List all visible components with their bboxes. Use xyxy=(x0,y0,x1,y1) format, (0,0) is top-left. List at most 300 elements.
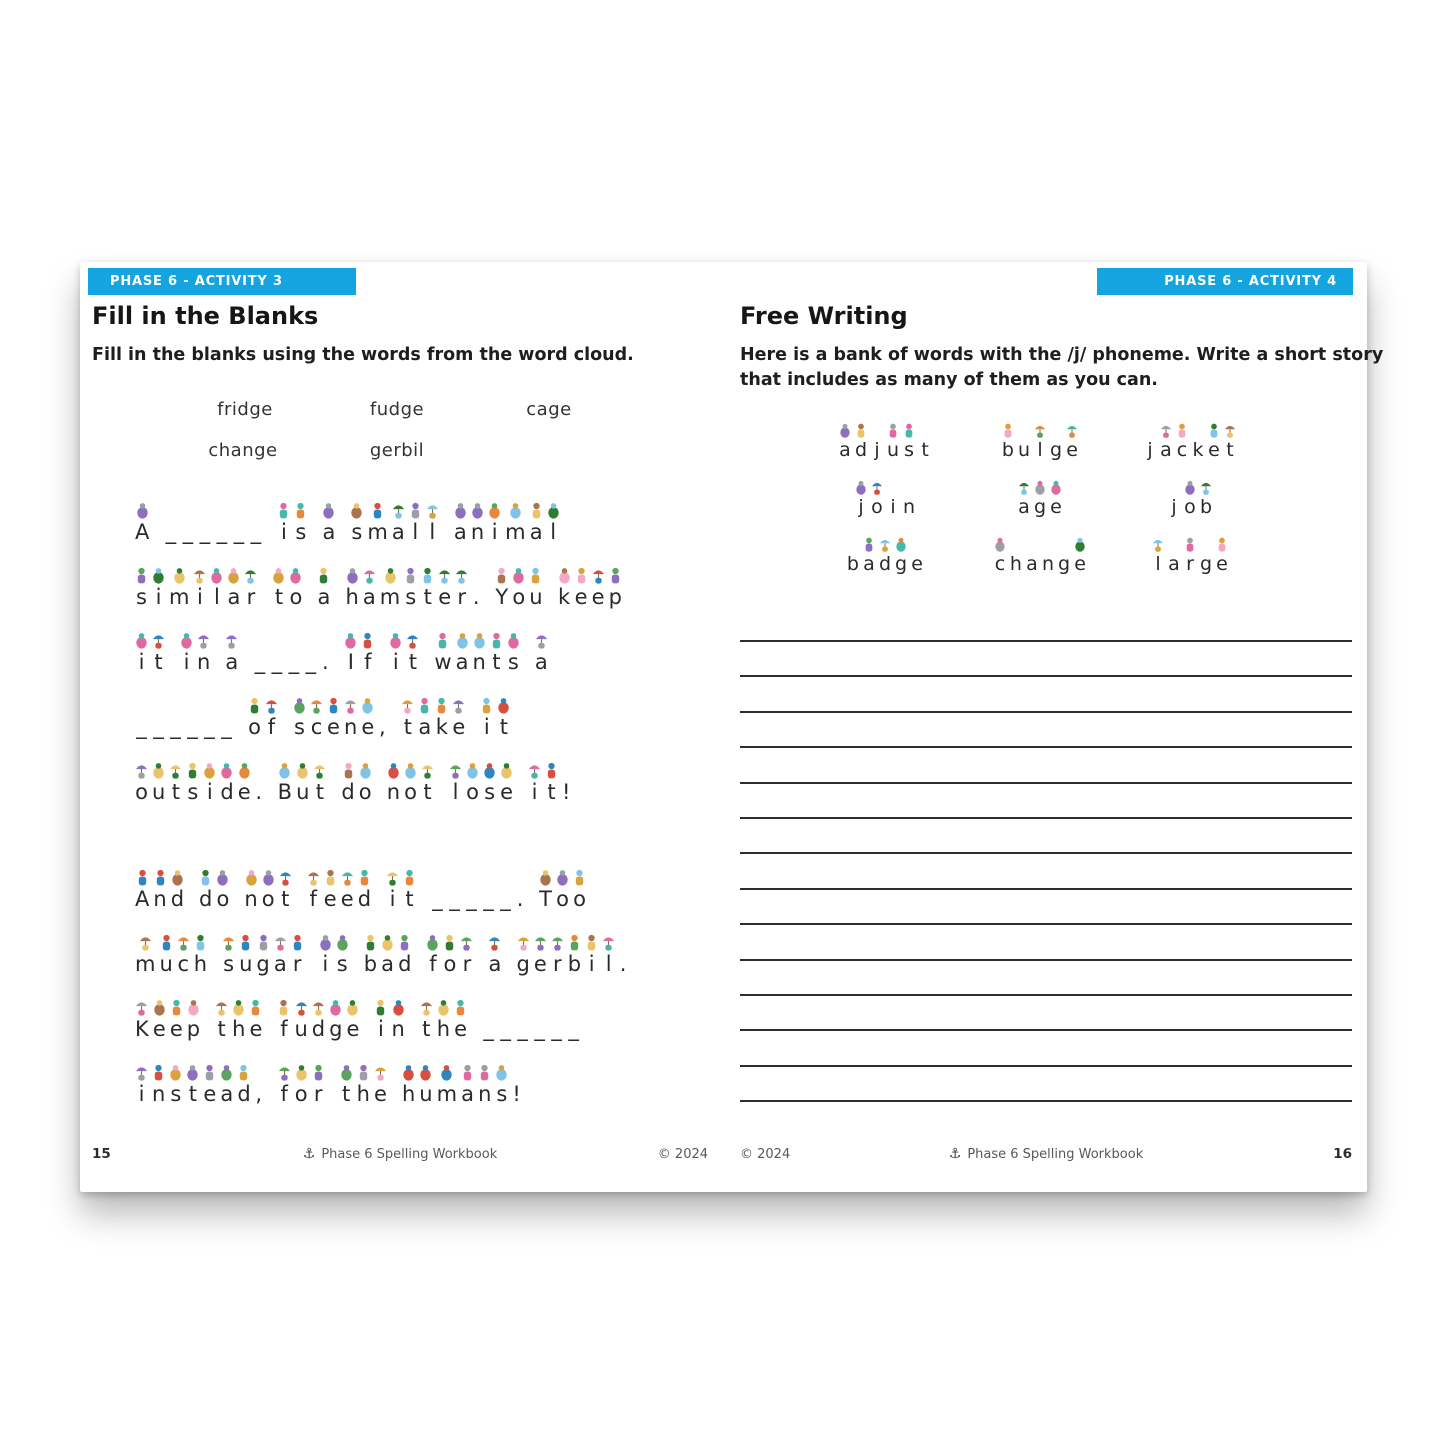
phonics-icon-slot xyxy=(384,564,397,584)
phonics-letter: p xyxy=(608,585,622,609)
phonics-letter: g xyxy=(1050,439,1063,461)
phonics-icon-slot xyxy=(194,931,207,951)
phonics-letter: e xyxy=(500,780,513,804)
phonics-icon-slot xyxy=(426,931,439,951)
phonics-character-icon xyxy=(478,1064,491,1081)
phonics-letter: . xyxy=(472,585,480,609)
phonics-character-icon xyxy=(245,869,258,886)
phonics-letter: k xyxy=(435,715,448,739)
blank-underscore: _ xyxy=(568,1017,579,1041)
phonics-letter: r xyxy=(457,585,467,609)
phonics-letter: t xyxy=(921,439,929,461)
anchor-icon: ⚓ xyxy=(302,1146,316,1162)
phonics-icon-slot xyxy=(359,759,372,779)
phonics-letter: c xyxy=(994,553,1006,575)
story-line xyxy=(135,497,622,545)
blank-underscore: _ xyxy=(483,887,494,911)
phonics-letter: e xyxy=(574,585,588,609)
blank-underscore: _ xyxy=(165,520,177,544)
writing-line xyxy=(740,711,1352,713)
phonics-character-icon xyxy=(136,869,149,886)
anchor-icon: ⚓ xyxy=(948,1146,962,1162)
phonics-character-icon xyxy=(1200,480,1212,495)
blank-underscore: _ xyxy=(199,520,211,544)
phonics-icon-slot xyxy=(418,694,431,714)
phonics-word xyxy=(839,421,931,462)
phonics-icon-slot xyxy=(329,996,342,1016)
phonics-character-icon xyxy=(187,999,200,1016)
phonics-character-icon xyxy=(249,999,262,1016)
right-copyright-label: © 2024 xyxy=(740,1146,791,1162)
phonics-letter: s xyxy=(295,520,307,544)
phonics-character-icon xyxy=(903,423,915,438)
phonics-icon-slot xyxy=(602,931,615,951)
workbook-spread xyxy=(80,262,1384,1192)
phonics-letter: f xyxy=(429,952,437,976)
phonics-character-icon xyxy=(359,762,372,779)
phonics-character-icon xyxy=(471,502,484,519)
phonics-character-icon xyxy=(358,869,371,886)
phonics-letter: g xyxy=(516,952,530,976)
phonics-letter: i xyxy=(483,715,490,739)
phonics-letter: a xyxy=(317,585,331,609)
phonics-icon-slot xyxy=(1074,535,1086,552)
phonics-icon-slot xyxy=(203,759,216,779)
phonics-letter: d xyxy=(170,887,185,911)
phonics-icon-slot xyxy=(374,1061,387,1081)
phonics-icon-slot xyxy=(312,996,325,1016)
word-bank-item xyxy=(1168,475,1212,532)
phonics-icon-slot xyxy=(887,421,899,438)
phonics-character-icon xyxy=(313,762,326,779)
phonics-character-icon xyxy=(456,632,469,649)
phonics-character-icon xyxy=(512,567,525,584)
activity-banner-left-label: PHASE 6 - ACTIVITY 3 xyxy=(110,274,283,289)
phonics-character-icon xyxy=(404,762,417,779)
phonics-icon-slot xyxy=(409,499,422,519)
phonics-icon-slot xyxy=(279,866,292,886)
phonics-letter: a xyxy=(1160,439,1172,461)
phonics-icon-slot xyxy=(180,629,193,649)
phonics-letter: a xyxy=(461,1082,474,1106)
phonics-character-icon xyxy=(152,762,165,779)
workbook-label: Phase 6 Spelling Workbook xyxy=(967,1146,1144,1162)
phonics-icon-slot xyxy=(1066,421,1078,438)
word-cloud xyxy=(92,399,692,494)
phonics-character-icon xyxy=(220,1064,233,1081)
phonics-letter: d xyxy=(878,553,892,575)
phonics-letter: e xyxy=(452,715,466,739)
phonics-letter: u xyxy=(887,439,900,461)
phonics-character-icon xyxy=(455,567,468,584)
phonics-character-icon xyxy=(406,632,419,649)
phonics-icon-slot xyxy=(322,499,335,519)
writing-line xyxy=(740,994,1352,996)
phonics-letter: T xyxy=(539,887,552,911)
phonics-icon-slot xyxy=(336,931,349,951)
phonics-letter: e xyxy=(533,952,547,976)
phonics-icon-slot xyxy=(386,866,399,886)
phonics-letter: g xyxy=(895,553,908,575)
phonics-icon-slot xyxy=(203,1061,216,1081)
phonics-character-icon xyxy=(551,934,564,951)
phonics-letter: m xyxy=(367,520,388,544)
word-bank xyxy=(805,418,1265,589)
phonics-character-icon xyxy=(169,1064,182,1081)
phonics-word xyxy=(277,499,307,545)
phonics-character-icon xyxy=(855,480,867,495)
blank-underscore: _ xyxy=(534,1017,545,1041)
phonics-letter: t xyxy=(342,1082,351,1106)
phonics-icon-slot xyxy=(277,499,290,519)
phonics-word xyxy=(350,499,438,545)
phonics-letter: f xyxy=(280,1082,288,1106)
phonics-letter: h xyxy=(193,952,208,976)
phonics-word xyxy=(434,629,520,675)
phonics-icon-slot xyxy=(135,1061,148,1081)
phonics-icon-slot xyxy=(239,931,252,951)
phonics-letter: t xyxy=(403,715,412,739)
phonics-letter: d xyxy=(398,952,412,976)
phonics-character-icon xyxy=(222,934,235,951)
phonics-character-icon xyxy=(278,762,291,779)
word-bank-item xyxy=(1002,418,1078,475)
phonics-icon-slot xyxy=(307,866,320,886)
phonics-character-icon xyxy=(426,502,439,519)
blank-underscore: _ xyxy=(233,520,245,544)
phonics-icon-slot xyxy=(551,931,564,951)
phonics-character-icon xyxy=(392,999,405,1016)
phonics-word xyxy=(222,931,304,977)
phonics-icon-slot xyxy=(389,629,402,649)
phonics-letter: n xyxy=(391,1017,405,1041)
phonics-character-icon xyxy=(839,423,851,438)
phonics-icon-slot xyxy=(438,564,451,584)
phonics-letter: c xyxy=(310,715,323,739)
phonics-letter: r xyxy=(1186,553,1194,575)
blank-underscore: _ xyxy=(182,520,194,544)
phonics-icon-slot xyxy=(403,866,416,886)
phonics-icon-slot xyxy=(135,996,148,1016)
phonics-character-icon xyxy=(152,632,165,649)
phonics-character-icon xyxy=(296,762,309,779)
activity-banner-right xyxy=(1097,268,1353,295)
phonics-letter: n xyxy=(478,1082,492,1106)
phonics-letter: o xyxy=(443,952,457,976)
writing-line xyxy=(740,888,1352,890)
blank-underscore: _ xyxy=(449,887,460,911)
phonics-letter: m xyxy=(379,585,401,609)
phonics-character-icon xyxy=(517,934,530,951)
phonics-icon-slot xyxy=(1208,421,1220,438)
phonics-icon-slot xyxy=(153,996,166,1016)
phonics-character-icon xyxy=(418,697,431,714)
phonics-character-icon xyxy=(863,537,875,552)
phonics-letter: g xyxy=(1058,553,1071,575)
phonics-letter: t xyxy=(188,1082,197,1106)
phonics-icon-slot xyxy=(139,931,152,951)
phonics-icon-slot xyxy=(855,478,867,495)
phonics-character-icon xyxy=(420,999,433,1016)
phonics-character-icon xyxy=(855,423,867,438)
phonics-letter: b xyxy=(1199,496,1213,518)
blank-underscore: _ xyxy=(221,715,232,739)
phonics-letter: e xyxy=(327,715,340,739)
phonics-letter: t xyxy=(154,650,163,674)
phonics-letter: i xyxy=(389,887,396,911)
phonics-word xyxy=(135,564,257,610)
phonics-character-icon xyxy=(1066,423,1078,438)
phonics-letter: a xyxy=(227,585,241,609)
phonics-character-icon xyxy=(225,632,238,649)
phonics-letter: e xyxy=(249,1017,263,1041)
blank-underscore: _ xyxy=(288,650,300,674)
phonics-letter: l xyxy=(429,520,436,544)
phonics-word xyxy=(364,931,412,977)
phonics-character-icon xyxy=(171,869,184,886)
phonics-character-icon xyxy=(568,934,581,951)
phonics-word xyxy=(135,866,184,912)
phonics-letter: f xyxy=(280,1017,288,1041)
phonics-icon-slot xyxy=(135,564,148,584)
phonics-character-icon xyxy=(210,567,223,584)
phonics-icon-slot xyxy=(419,1061,432,1081)
phonics-letter: s xyxy=(187,780,199,804)
phonics-letter: i xyxy=(378,1017,384,1041)
writing-line xyxy=(740,675,1352,677)
phonics-icon-slot xyxy=(312,1061,325,1081)
phonics-character-icon xyxy=(294,502,307,519)
phonics-letter: n xyxy=(386,780,401,804)
phonics-letter: g xyxy=(329,1017,343,1041)
phonics-icon-slot xyxy=(244,564,257,584)
phonics-icon-slot xyxy=(1152,535,1164,552)
phonics-character-icon xyxy=(346,567,359,584)
phonics-character-icon xyxy=(529,567,542,584)
phonics-letter: e xyxy=(1074,553,1086,575)
phonics-character-icon xyxy=(322,502,335,519)
phonics-word xyxy=(1168,478,1212,519)
phonics-character-icon xyxy=(203,762,216,779)
phonics-icon-slot xyxy=(402,1061,415,1081)
phonics-letter: j xyxy=(1147,439,1153,461)
workbook-label: Phase 6 Spelling Workbook xyxy=(321,1146,498,1162)
phonics-icon-slot xyxy=(171,866,184,886)
phonics-letter: u xyxy=(296,780,310,804)
phonics-icon-slot xyxy=(289,564,302,584)
phonics-character-icon xyxy=(239,934,252,951)
phonics-letter: a xyxy=(418,715,432,739)
phonics-letter: i xyxy=(890,496,896,518)
phonics-letter: e xyxy=(152,1017,166,1041)
word-bank-word xyxy=(839,418,931,462)
blank-underscore: _ xyxy=(500,1017,511,1041)
phonics-icon-slot xyxy=(556,866,569,886)
phonics-icon-slot xyxy=(193,564,206,584)
phonics-character-icon xyxy=(350,502,363,519)
phonics-icon-slot xyxy=(169,1061,182,1081)
phonics-character-icon xyxy=(1176,423,1188,438)
phonics-letter: a xyxy=(273,952,287,976)
phonics-letter: i xyxy=(280,520,287,544)
phonics-letter: s xyxy=(223,952,235,976)
phonics-icon-slot xyxy=(488,931,501,951)
writing-line xyxy=(740,640,1352,642)
phonics-icon-slot xyxy=(903,421,915,438)
phonics-word xyxy=(135,931,207,977)
phonics-icon-slot xyxy=(471,499,484,519)
phonics-letter: e xyxy=(323,887,337,911)
word-cloud-item: change xyxy=(208,440,278,461)
phonics-letter: u xyxy=(294,1017,308,1041)
phonics-letter: n xyxy=(472,650,486,674)
phonics-character-icon xyxy=(278,1064,291,1081)
phonics-letter: t xyxy=(492,650,501,674)
phonics-icon-slot xyxy=(461,1061,474,1081)
phonics-word xyxy=(855,478,915,519)
phonics-letter: n xyxy=(344,715,358,739)
phonics-icon-slot xyxy=(534,931,547,951)
phonics-letter: e xyxy=(591,585,605,609)
phonics-icon-slot xyxy=(278,1061,291,1081)
phonics-word xyxy=(135,499,149,545)
phonics-letter: j xyxy=(858,496,864,518)
phonics-icon-slot xyxy=(456,629,469,649)
phonics-icon-slot xyxy=(863,535,875,552)
word-bank-word xyxy=(855,475,915,519)
phonics-word xyxy=(135,996,200,1042)
phonics-letter: g xyxy=(1199,553,1213,575)
blank-underscore: _ xyxy=(271,650,283,674)
phonics-icon-slot xyxy=(1184,535,1196,552)
phonics-character-icon xyxy=(1074,537,1086,552)
phonics-letter: t xyxy=(423,585,432,609)
phonics-character-icon xyxy=(507,632,520,649)
phonics-character-icon xyxy=(480,697,493,714)
blank-underscore: _ xyxy=(551,1017,562,1041)
writing-line xyxy=(740,1100,1352,1102)
phonics-character-icon xyxy=(324,869,337,886)
phonics-letter: c xyxy=(177,952,190,976)
phonics-character-icon xyxy=(602,934,615,951)
phonics-letter: u xyxy=(239,952,253,976)
phonics-icon-slot xyxy=(530,499,543,519)
phonics-icon-slot xyxy=(210,564,223,584)
phonics-letter: e xyxy=(340,887,354,911)
phonics-character-icon xyxy=(387,762,400,779)
phonics-character-icon xyxy=(312,999,325,1016)
phonics-letter: s xyxy=(294,715,305,739)
phonics-letter: s xyxy=(904,439,914,461)
phonics-letter: i xyxy=(138,650,145,674)
word-bank-word xyxy=(1018,475,1062,519)
word-bank-word xyxy=(1144,418,1236,462)
phonics-icon-slot xyxy=(452,694,465,714)
phonics-word xyxy=(401,694,465,740)
phonics-letter: i xyxy=(322,952,329,976)
phonics-icon-slot xyxy=(220,759,233,779)
phonics-word xyxy=(319,931,349,977)
phonics-icon-slot xyxy=(197,629,210,649)
left-footer-center xyxy=(303,1146,497,1162)
word-bank-word xyxy=(1152,532,1228,576)
phonics-icon-slot xyxy=(839,421,851,438)
phonics-letter: a xyxy=(455,650,469,674)
phonics-icon-slot xyxy=(135,759,148,779)
phonics-icon-slot xyxy=(170,996,183,1016)
phonics-letter: t xyxy=(422,1017,431,1041)
phonics-word xyxy=(528,759,570,805)
phonics-icon-slot xyxy=(545,759,558,779)
phonics-character-icon xyxy=(197,632,210,649)
phonics-letter: n xyxy=(153,887,167,911)
phonics-letter: g xyxy=(256,952,270,976)
phonics-icon-slot xyxy=(374,996,387,1016)
phonics-character-icon xyxy=(490,632,503,649)
phonics-icon-slot xyxy=(294,499,307,519)
phonics-icon-slot xyxy=(398,931,411,951)
phonics-character-icon xyxy=(994,537,1006,552)
phonics-letter: e xyxy=(361,715,375,739)
phonics-icon-slot xyxy=(528,759,541,779)
phonics-character-icon xyxy=(136,502,149,519)
phonics-letter: i xyxy=(588,952,595,976)
phonics-icon-slot xyxy=(443,931,456,951)
word-cloud-item: fridge xyxy=(217,399,273,420)
blank-underscore: _ xyxy=(187,715,198,739)
phonics-icon-slot xyxy=(480,694,493,714)
phonics-icon-slot xyxy=(324,866,337,886)
phonics-letter: o xyxy=(135,780,148,804)
story-line xyxy=(135,864,627,912)
phonics-character-icon xyxy=(291,934,304,951)
word-bank-item xyxy=(994,532,1086,589)
phonics-letter: t xyxy=(1226,439,1234,461)
phonics-icon-slot xyxy=(295,1061,308,1081)
phonics-letter: l xyxy=(605,952,612,976)
phonics-icon-slot xyxy=(404,759,417,779)
phonics-character-icon xyxy=(392,502,405,519)
phonics-character-icon xyxy=(386,869,399,886)
phonics-icon-slot xyxy=(1034,478,1046,495)
phonics-character-icon xyxy=(1034,423,1046,438)
phonics-icon-slot xyxy=(187,996,200,1016)
story-paragraph-1 xyxy=(135,497,622,822)
story-line xyxy=(135,692,622,740)
phonics-word xyxy=(293,694,386,740)
phonics-icon-slot xyxy=(341,866,354,886)
phonics-icon-slot xyxy=(547,499,560,519)
phonics-icon-slot xyxy=(575,564,588,584)
phonics-word xyxy=(225,629,238,675)
phonics-icon-slot xyxy=(454,499,467,519)
phonics-letter: e xyxy=(1050,496,1062,518)
phonics-icon-slot xyxy=(490,629,503,649)
writing-line xyxy=(740,959,1352,961)
story-line xyxy=(135,1059,627,1107)
phonics-character-icon xyxy=(154,869,167,886)
writing-lines xyxy=(740,640,1352,1110)
phonics-letter: A xyxy=(135,520,150,544)
phonics-icon-slot xyxy=(238,759,251,779)
phonics-word xyxy=(535,629,548,675)
phonics-icon-slot xyxy=(358,866,371,886)
phonics-icon-slot xyxy=(421,564,434,584)
word-cloud-item: gerbil xyxy=(369,440,425,461)
phonics-character-icon xyxy=(272,567,285,584)
right-instruction: Here is a bank of words with the /j/ phoneme. Write a short story that includes as many of them as you can. xyxy=(740,345,1384,390)
phonics-character-icon xyxy=(1034,480,1046,495)
